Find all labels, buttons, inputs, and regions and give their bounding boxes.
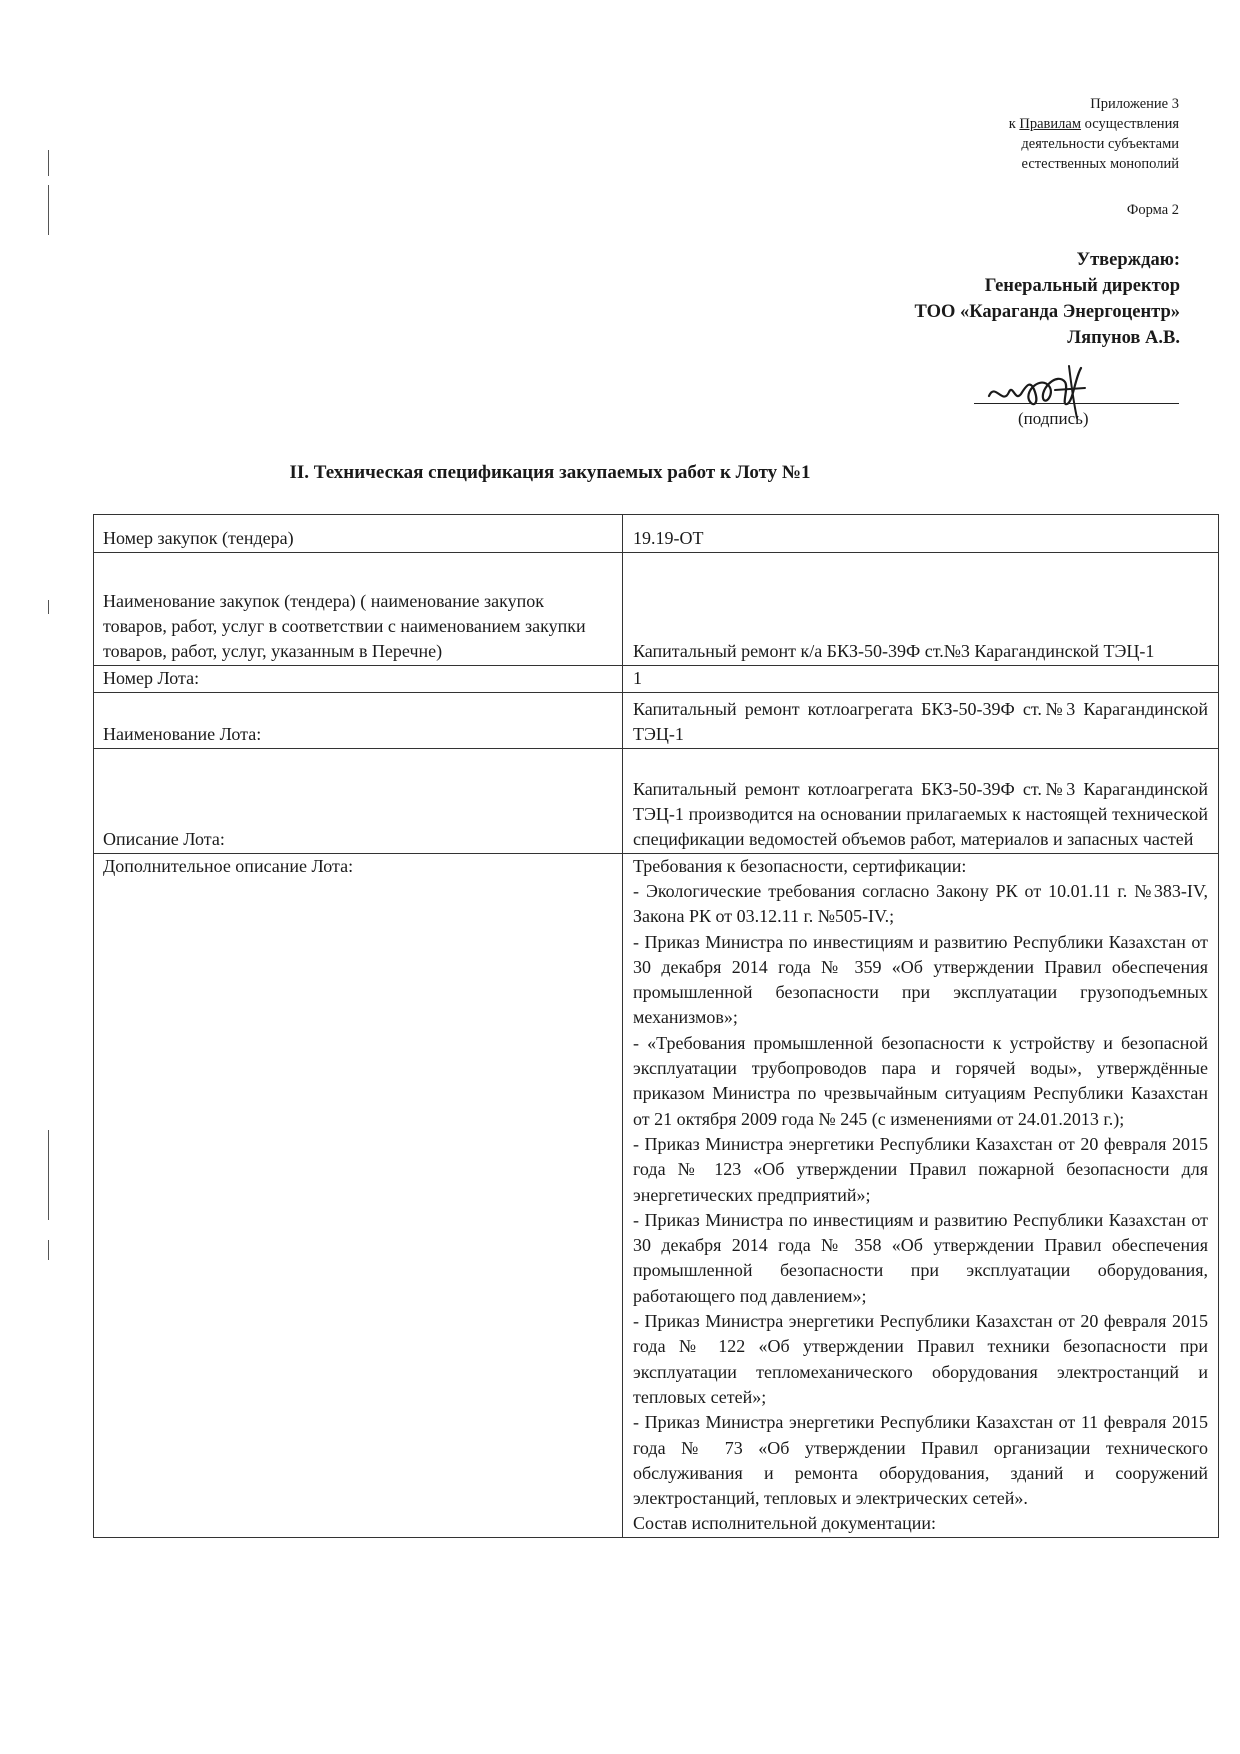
- signature-caption: (подпись): [1018, 409, 1089, 428]
- table-row: [94, 693, 1219, 749]
- row-label: Наименование закупок (тендера) ( наименование закупок товаров, работ, услуг в соответствии с наименованием закупки товаров, работ, услуг, указанным в Перечне): [94, 553, 623, 666]
- list-item: - Приказ Министра энергетики Республики Казахстан от 11 февраля 2015 года № 73 «Об утверждении Правил организации технического обслуживания и ремонта оборудования, зданий и сооружений электростанций, тепловых и электрических сетей».: [633, 1412, 1208, 1509]
- specification-table: [93, 514, 1219, 1538]
- row-value: Капитальный ремонт к/а БКЗ-50-39Ф ст.№3 Карагандинской ТЭЦ-1: [623, 553, 1219, 666]
- row-value: Капитальный ремонт котлоагрегата БКЗ-50-39Ф ст.№3 Карагандинской ТЭЦ-1 производится на основании прилагаемых к настоящей технической спецификации ведомостей объемов работ, материалов и запасных частей: [623, 749, 1219, 854]
- row-value: [623, 854, 1219, 1538]
- appendix-line: к Правилам осуществления: [1008, 116, 1179, 132]
- appendix-line: естественных монополий: [1021, 156, 1179, 172]
- row-label: Описание Лота:: [94, 749, 623, 854]
- signature-line: [974, 403, 1179, 404]
- row-label: Наименование Лота:: [94, 693, 623, 749]
- row-label: Номер Лота:: [94, 666, 623, 693]
- table-row: [94, 666, 1219, 693]
- list-item: - Приказ Министра энергетики Республики Казахстан от 20 февраля 2015 года № 122 «Об утверждении Правил техники безопасности при эксплуатации тепломеханического оборудования электростанций и тепловых сетей»;: [633, 1311, 1208, 1407]
- requirements-heading: Требования к безопасности, сертификации:: [633, 856, 967, 876]
- appendix-line: Приложение 3: [1090, 96, 1179, 112]
- requirements-list: [633, 879, 1208, 1511]
- page-title: II. Техническая спецификация закупаемых работ к Лоту №1: [289, 462, 811, 483]
- table-row: [94, 854, 1219, 1538]
- row-label: Номер закупок (тендера): [94, 515, 623, 553]
- row-value: 1: [623, 666, 1219, 693]
- documentation-heading: Состав исполнительной документации:: [633, 1513, 936, 1534]
- list-item: - Экологические требования согласно Закону РК от 10.01.11 г. №383-IV, Закона РК от 03.12.11 г. №505-IV.;: [633, 881, 1208, 927]
- table-row: [94, 749, 1219, 854]
- form-label: Форма 2: [1126, 202, 1179, 218]
- appendix-line: деятельности субъектами: [1021, 136, 1179, 152]
- table-row: [94, 553, 1219, 666]
- table-row: [94, 515, 1219, 553]
- row-value: Капитальный ремонт котлоагрегата БКЗ-50-39Ф ст.№3 Карагандинской ТЭЦ-1: [623, 693, 1219, 749]
- approval-line: Ляпунов А.В.: [1067, 328, 1180, 348]
- approval-line: Генеральный директор: [984, 276, 1180, 296]
- approval-line: Утверждаю:: [1076, 250, 1180, 270]
- row-label: Дополнительное описание Лота:: [94, 854, 623, 1538]
- list-item: - Приказ Министра по инвестициям и развитию Республики Казахстан от 30 декабря 2014 года № 358 «Об утверждении Правил обеспечения промышленной безопасности при эксплуатации оборудования, работающего под давлением»;: [633, 1209, 1208, 1306]
- approval-line: ТОО «Караганда Энергоцентр»: [914, 302, 1180, 322]
- row-value: 19.19-ОТ: [623, 515, 1219, 553]
- approval-block: [700, 247, 1180, 351]
- list-item: - «Требования промышленной безопасности к устройству и безопасной эксплуатации трубопроводов пара и горячей воды», утверждённые приказом Министра по чрезвычайным ситуациям Республики Казахстан от 21 октября 2009 года № 245 (с изменениями от 24.01.2013 г.);: [633, 1032, 1208, 1129]
- list-item: - Приказ Министра по инвестициям и развитию Республики Казахстан от 30 декабря 2014 года № 359 «Об утверждении Правил обеспечения промышленной безопасности при эксплуатации грузоподъемных механизмов»;: [633, 931, 1208, 1028]
- list-item: - Приказ Министра энергетики Республики Казахстан от 20 февраля 2015 года № 123 «Об утверждении Правил пожарной безопасности для энергетических предприятий»;: [633, 1133, 1208, 1205]
- appendix-reference: [779, 94, 1179, 174]
